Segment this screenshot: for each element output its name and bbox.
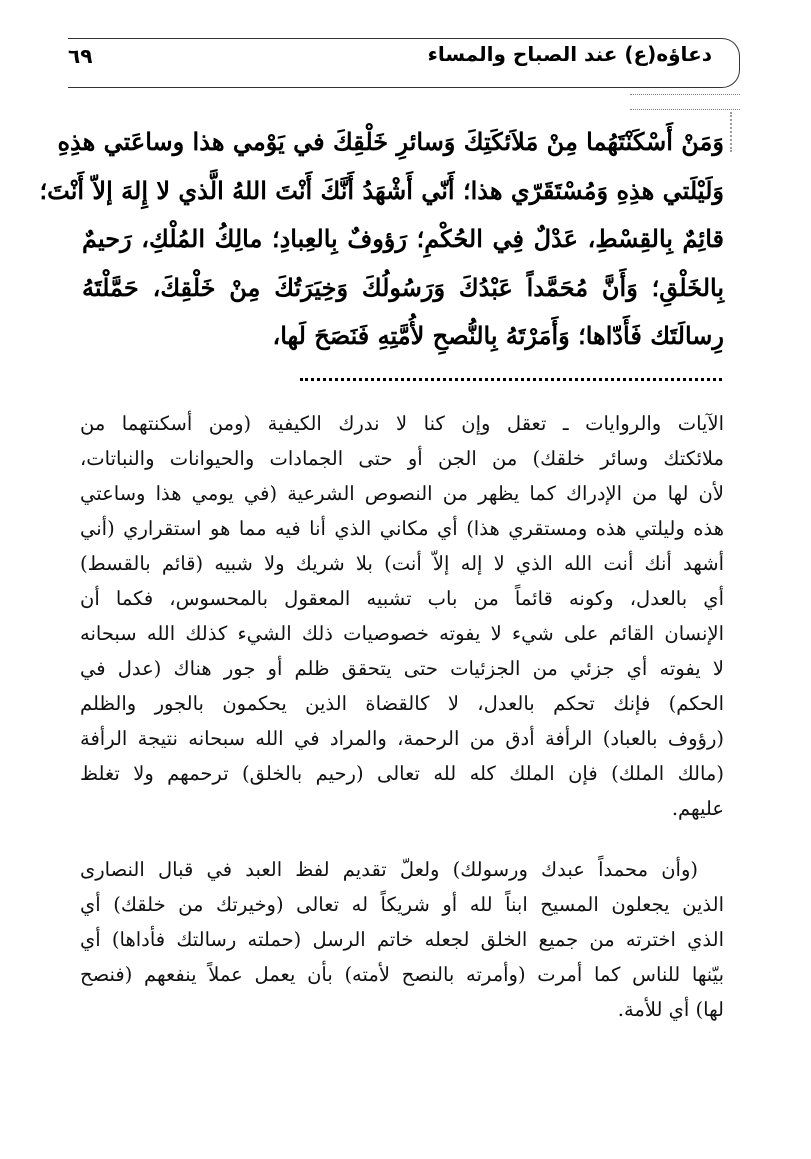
commentary-line: أي بالعدل، وكونه قائماً من باب تشبيه المعقول بالمحسوس، فكما أن	[80, 587, 724, 610]
header-ornament	[630, 94, 740, 110]
commentary-line: عليهم.	[671, 797, 724, 820]
commentary-line: الذين يجعلون المسيح ابناً لله أو شريكاً له تعالى (وخيرتك من خلقك) أي	[80, 893, 724, 916]
commentary-line: لأن لها من الإدراك كما يظهر من النصوص الشرعية (في يومي هذا وساعتي	[80, 482, 724, 505]
commentary-line: (رؤوف بالعباد) الرأفة أدق من الرحمة، والمراد في الله سبحانه نتيجة الرأفة	[80, 727, 724, 750]
supplication-text	[39, 118, 724, 361]
running-title: دعاؤه(ع) عند الصباح والمساء	[427, 42, 712, 66]
commentary-line: الحكم) فإنك تحكم بالعدل، لا كالقضاة الذين يحكمون بالجور والظلم	[80, 692, 724, 715]
paragraph-gap	[80, 826, 724, 852]
commentary-line: (مالك الملك) فإن الملك كله لله تعالى (رحيم بالخلق) ترحمهم ولا تغلظ	[80, 762, 724, 785]
page-number: ٦٩	[68, 44, 93, 68]
commentary-line: الذي اخترته من جميع الخلق لجعله خاتم الرسل (حملته رسالتك فأداها) أي	[80, 928, 724, 951]
page-header	[68, 30, 740, 94]
supplication-line: وَلَيْلَتي هذِهِ وَمُسْتَقَرّي هذا؛ أَنّي أَشْهَدُ أَنَّكَ أَنْتَ اللهُ الَّذي لا إِلهَ إلاّ أَنْتَ؛	[39, 175, 724, 205]
supplication-line: وَمَنْ أَسْكَنْتَهُما مِنْ مَلاَئكَتِكَ وَسائرِ خَلْقِكَ في يَوْمي هذا وساعَتي هذِهِ	[57, 127, 724, 156]
supplication-line: قائِمٌ بِالقِسْطِ، عَدْلٌ فِي الحُكْمِ؛ رَؤوفٌ بِالعِبادِ؛ مالِكُ المُلْكِ، رَحيمٌ	[82, 224, 724, 253]
supplication-line: بِالخَلْقِ؛ وَأَنَّ مُحَمَّداً عَبْدُكَ وَرَسُولُكَ وَخِيَرَتُكَ مِنْ خَلْقِكَ، حَمَّلْتَهُ	[82, 272, 724, 302]
commentary-text	[80, 406, 724, 1027]
commentary-line: هذه وليلتي هذه ومستقري هذا) أي مكاني الذي أنا فيه مما هو استقراري (أني	[80, 517, 724, 540]
commentary-line: ملائكتك وسائر خلقك) من الجن أو حتى الجمادات والحيوانات والنباتات،	[80, 447, 724, 470]
commentary-line: الإنسان القائم على شيء لا يفوته خصوصيات ذلك الشيء كذلك الله سبحانه	[80, 622, 724, 645]
commentary-line: لا يفوته أي جزئي من الجزئيات حتى يتحقق ظلم أو جور هناك (عدل في	[80, 657, 724, 680]
supplication-line: رِسالَتَك فَأَدّاها؛ وَأَمَرْتَهُ بِالنُّصحِ لأُمَّتِهِ فَنَصَحَ لَها،	[272, 321, 724, 350]
commentary-line: بيّنها للناس كما أمرت (وأمرته بالنصح لأمته) بأن يعمل عملاً ينفعهم (فنصح	[80, 963, 724, 986]
commentary-line: (وأن محمداً عبدك ورسولك) ولعلّ تقديم لفظ العبد في قبال النصارى	[80, 858, 698, 881]
commentary-paragraph	[80, 406, 724, 826]
commentary-line: أشهد أنك أنت الله الذي لا إله إلاّ أنت) بلا شريك ولا شبيه (قائم بالقسط)	[80, 552, 724, 575]
commentary-line: الآيات والروايات ـ تعقل وإن كنا لا ندرك الكيفية (ومن أسكنتهما من	[80, 412, 724, 435]
commentary-line: لها) أي للأمة.	[617, 998, 724, 1021]
section-separator	[300, 378, 722, 381]
commentary-paragraph	[80, 852, 724, 1027]
